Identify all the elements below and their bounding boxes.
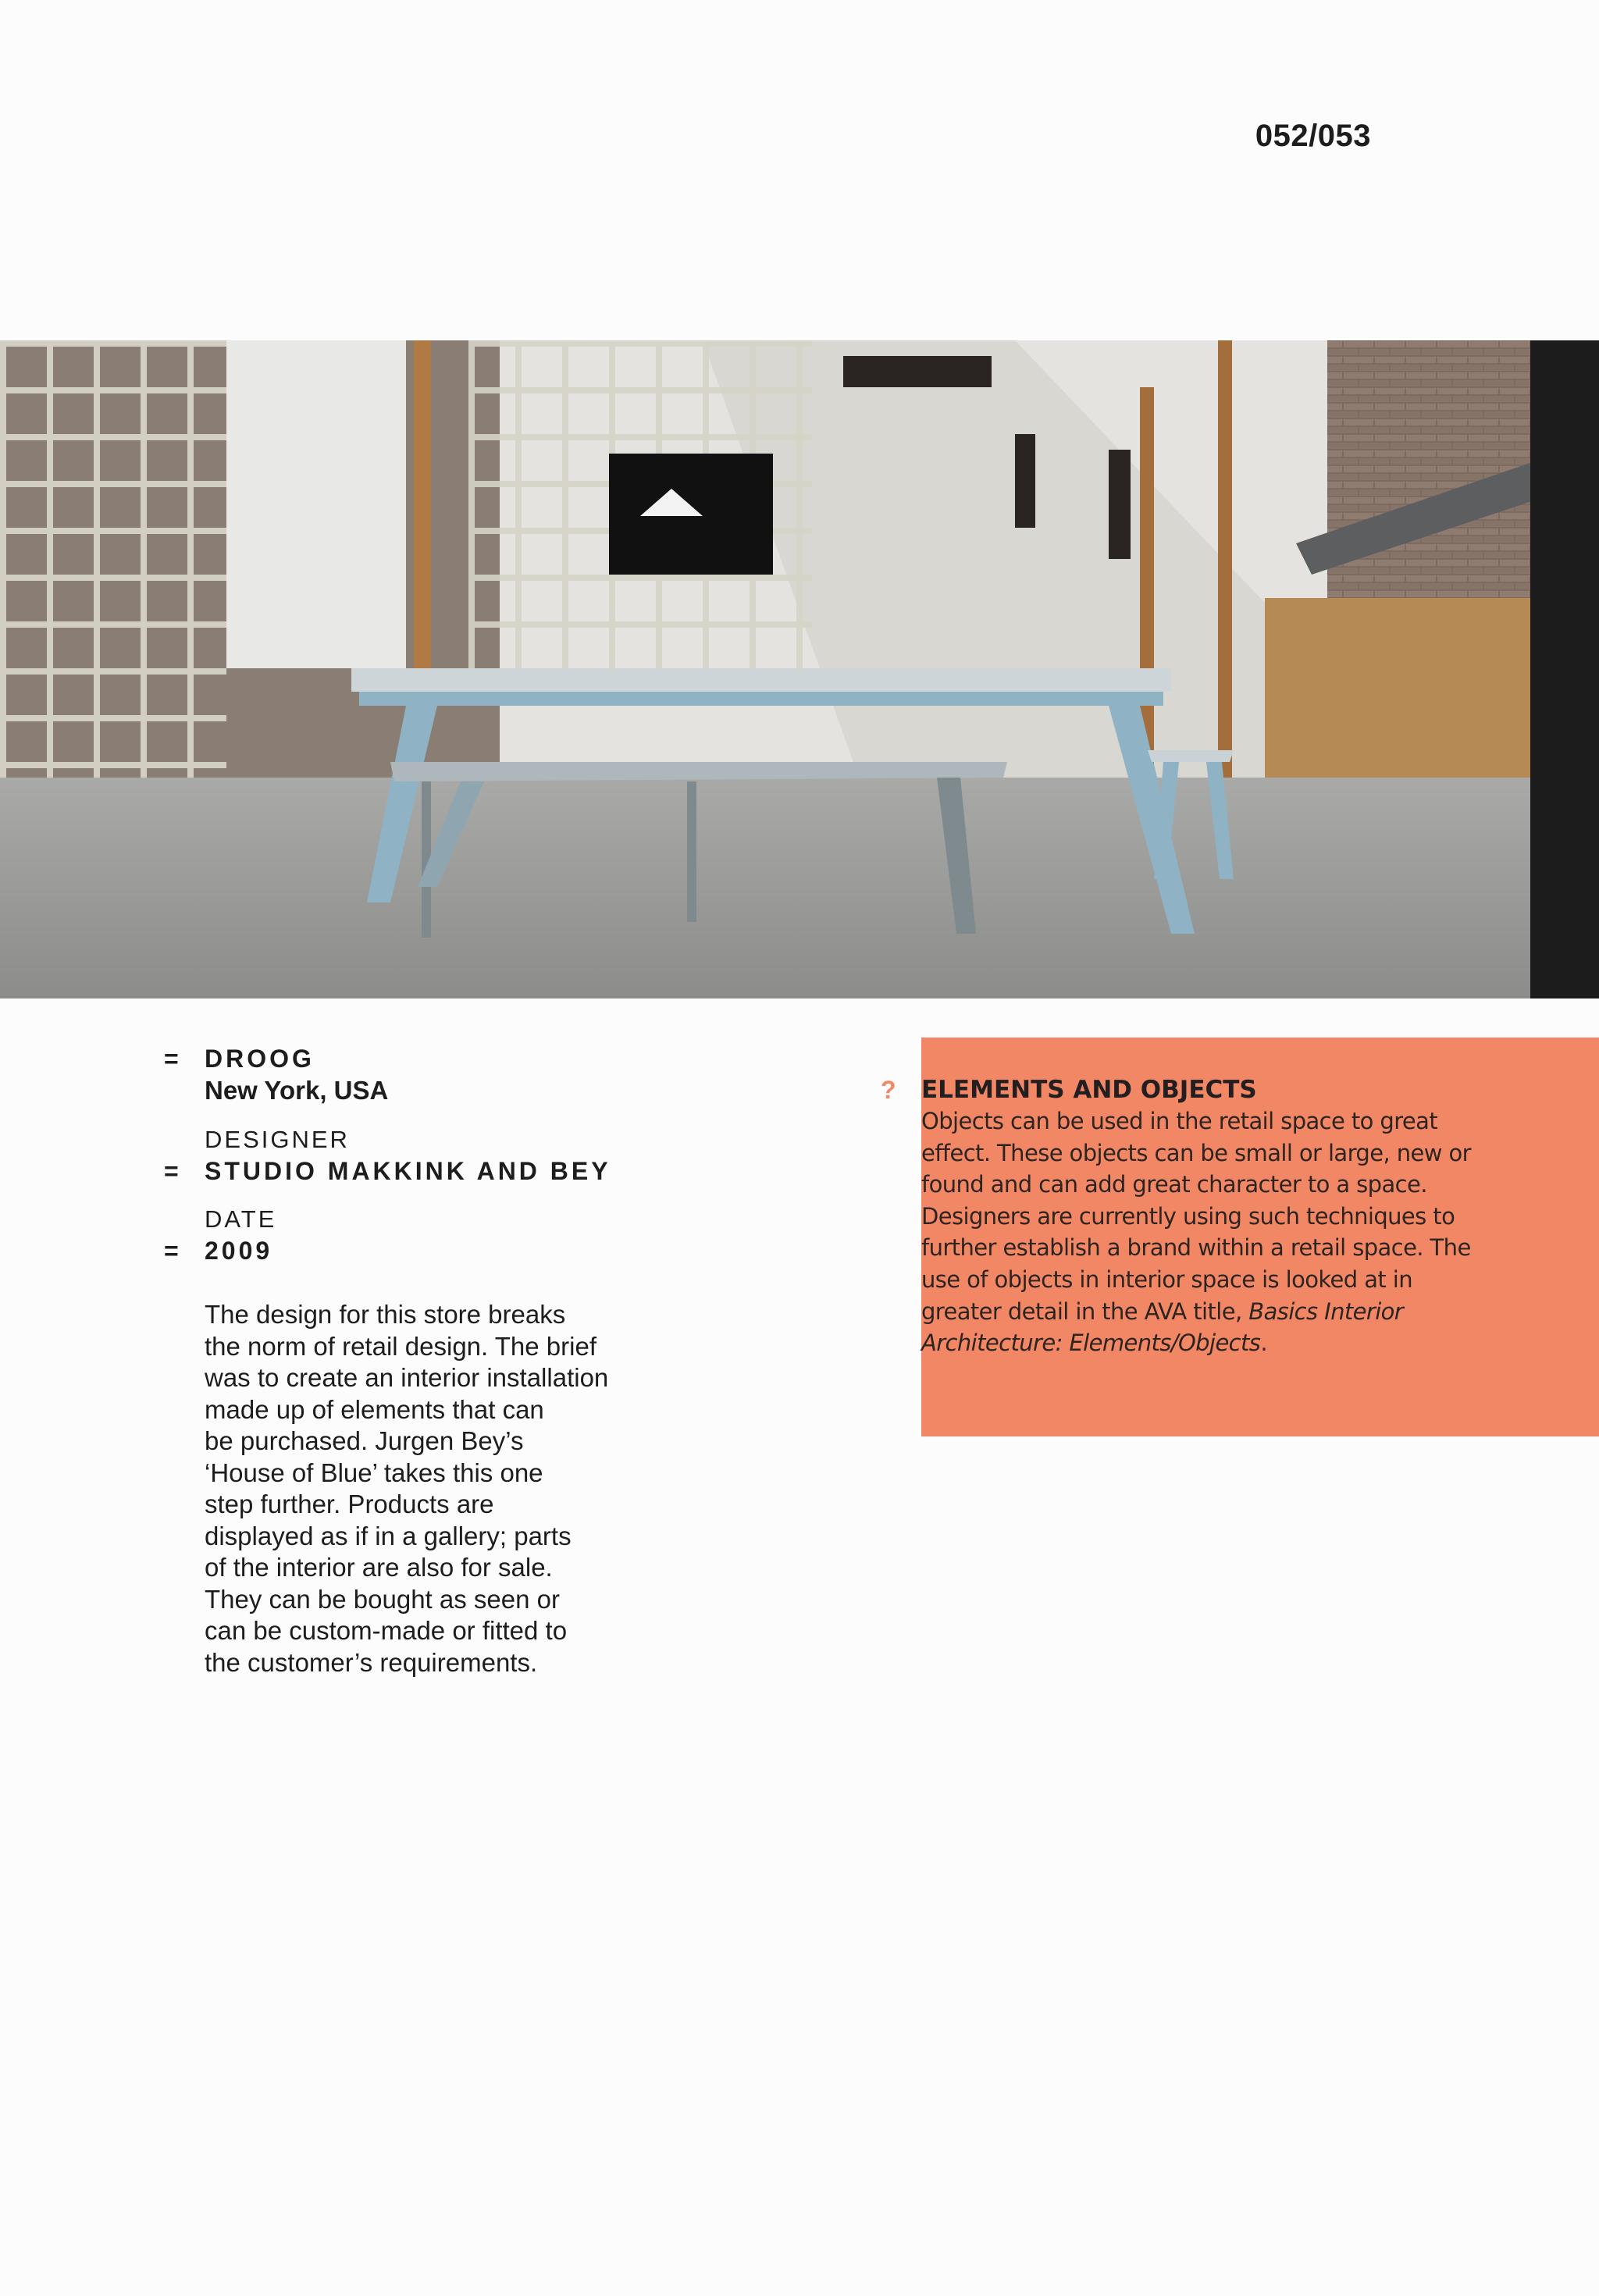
designer-label: DESIGNER — [205, 1126, 350, 1153]
question-mark-marker: ? — [881, 1076, 896, 1104]
project-location: New York, USA — [205, 1076, 389, 1105]
sidebar-box-text — [921, 1105, 1483, 1359]
date-label: DATE — [205, 1205, 277, 1233]
project-name: DROOG — [205, 1045, 315, 1073]
book-title: Basics Interior Architecture: Elements/Objects — [921, 1298, 1404, 1357]
photo-illustration — [0, 340, 1599, 998]
sidebar-box — [921, 1074, 1483, 1359]
sidebar-box-title: ELEMENTS AND OBJECTS — [921, 1076, 1257, 1104]
sidebar-box-body: Objects can be used in the retail space to great effect. These objects can be small or large, new or found and can add great character to a space. Designers are currently using such techniques to further establish a brand within a retail space. The use of objects in interior space is looked at in greater detail in the AVA title, — [921, 1108, 1471, 1325]
description-row — [164, 1299, 648, 1678]
project-name-row — [164, 1043, 648, 1107]
page-number: 052/053 — [1255, 119, 1371, 153]
bullet-equals: = — [164, 1157, 179, 1185]
designer-name: STUDIO MAKKINK AND BEY — [205, 1157, 611, 1185]
sidebar-box-ending: . — [1260, 1330, 1267, 1357]
designer-line — [164, 1155, 648, 1187]
bullet-equals: = — [164, 1045, 179, 1073]
project-description: The design for this store breaks the norm of retail design. The brief was to create an interior installation made up of elements that can be purchased. Jurgen Bey’s ‘House of Blue’ takes this one step further. Products are displayed as if in a gallery; parts of the interior are also for sale. They can be bought as seen or can be custom-made or fitted to the customer’s requirements. — [205, 1300, 609, 1677]
bullet-equals: = — [164, 1237, 179, 1265]
project-details — [164, 1043, 648, 1678]
designer-row — [164, 1124, 648, 1187]
date-row — [164, 1204, 648, 1266]
store-interior-photo — [0, 340, 1599, 998]
date-value: 2009 — [205, 1237, 273, 1265]
date-line — [164, 1235, 648, 1266]
